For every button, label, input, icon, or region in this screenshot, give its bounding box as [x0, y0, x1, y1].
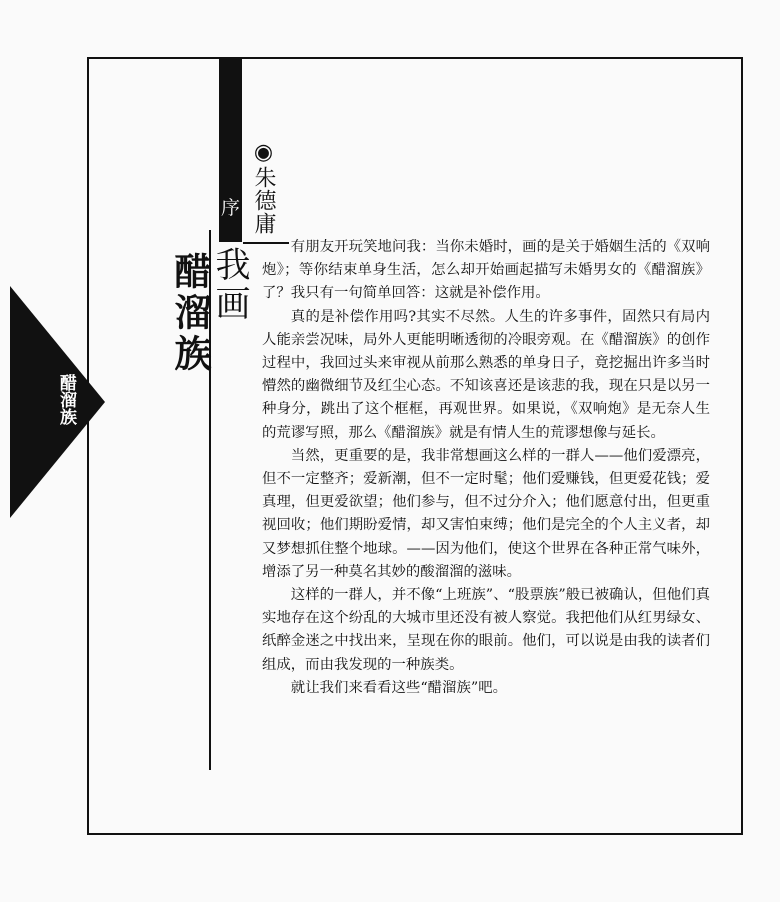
paragraph: 这样的一群人，并不像“上班族”、“股票族”般已被确认，但他们真实地存在这个纷乱的大城市里还没有被人察觉。我把他们从红男绿女、纸醉金迷之中找出来，呈现在你的眼前。他们，可以说是由我的读者们组成，而由我发现的一种族类。: [262, 587, 710, 673]
author-byline: [250, 140, 276, 235]
paragraph: 真的是补偿作用吗?其实不尽然。人生的许多事件，固然只有局内人能亲尝况味，局外人更能明晰透彻的冷眼旁观。在《醋溜族》的创作过程中，我回过头来审视从前那么熟悉的单身日子，竟挖掘出许多当时懵然的幽微细节及红尘心态。不知该喜还是该悲的我，现在只是以另一种身分，跳出了这个框框，再观世界。如果说，《双响炮》是无奈人生的荒谬写照，那么《醋溜族》就是有情人生的荒谬想像与延长。: [262, 308, 710, 441]
paragraph: 有朋友开玩笑地问我：当你未婚时，画的是关于婚姻生活的《双响炮》；等你结束单身生活，怎么却开始画起描写未婚男女的《醋溜族》了？我只有一句简单回答：这就是补偿作用。: [262, 239, 710, 302]
title-line-1: 我画: [210, 246, 250, 324]
title-line-2: 醋溜族: [168, 252, 211, 375]
author-name: 朱德庸: [251, 166, 276, 235]
preface-body: [262, 236, 710, 700]
author-marker-icon: ◉: [251, 140, 276, 166]
paragraph: 当然，更重要的是，我非常想画这么样的一群人——他们爱漂亮，但不一定整齐；爱新潮，但不一定时髦；他们爱赚钱，但更爱花钱；爱真理，但更爱欲望；他们参与，但不过分介入；他们愿意付出，但更重视回收；他们期盼爱情，却又害怕束缚；他们是完全的个人主义者，却又梦想抓住整个地球。——因为他们，使这个世界在各种正常气味外，增添了另一种莫名其妙的酸溜溜的滋味。: [262, 447, 710, 580]
section-label: 序: [220, 197, 240, 219]
page-title: [168, 246, 250, 375]
paragraph: 就让我们来看看这些“醋溜族”吧。: [290, 679, 507, 696]
side-tab-label: 醋溜族: [56, 374, 76, 425]
